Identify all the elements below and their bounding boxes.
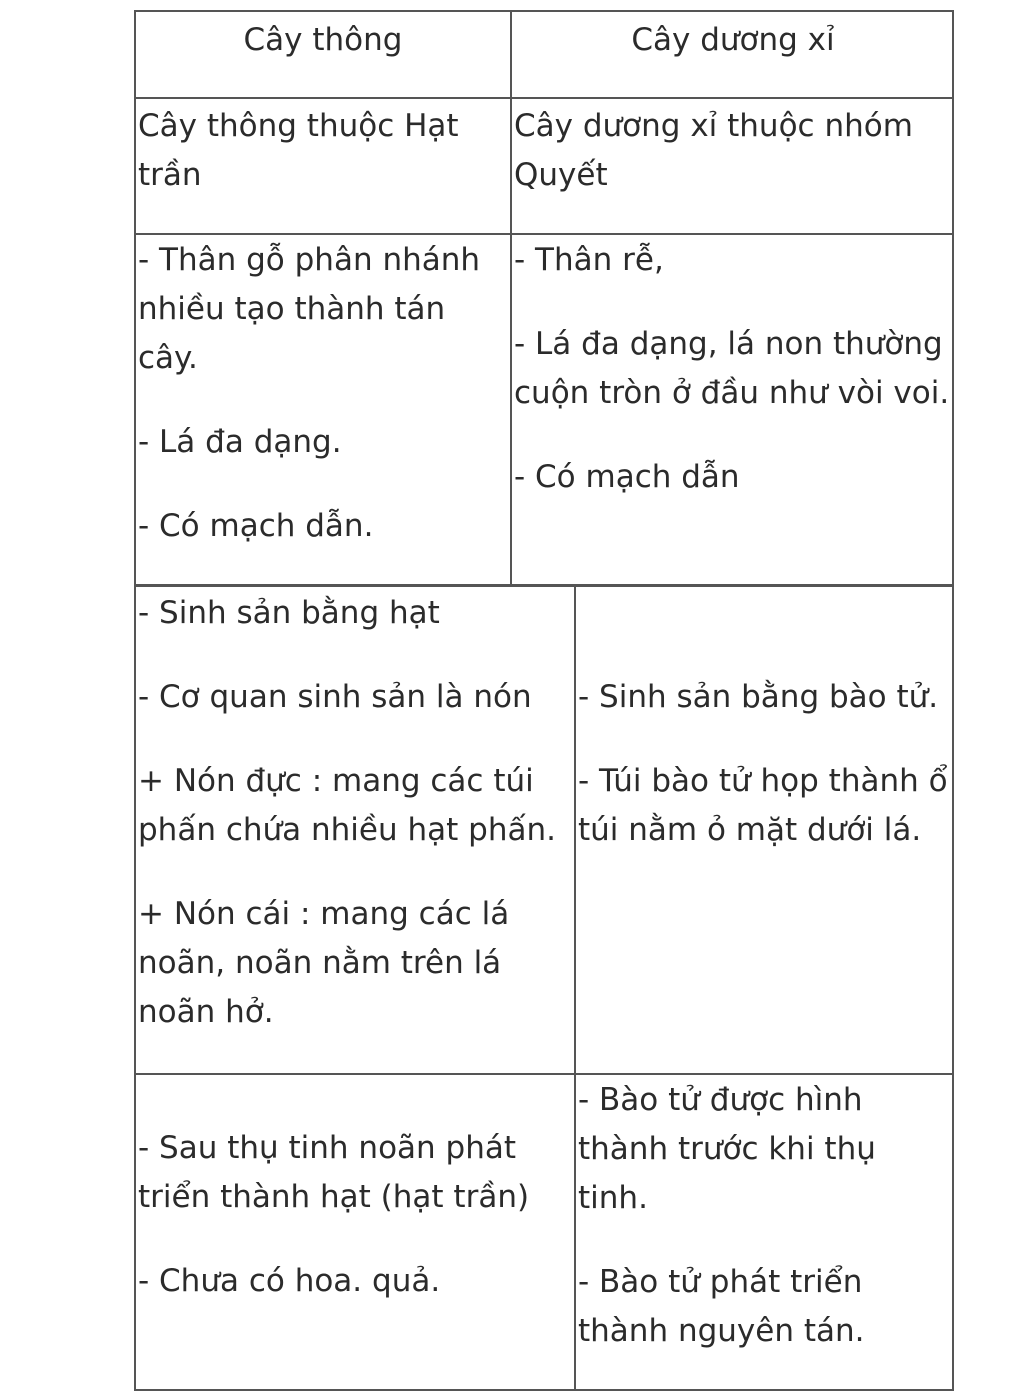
cell-text: Cây thông thuộc Hạt trần <box>138 108 459 193</box>
cell-text: - Túi bào tử họp thành ổ túi nằm ỏ mặt dưới lá. <box>578 763 948 848</box>
cell-text: Cây dương xỉ thuộc nhóm Quyết <box>514 108 913 193</box>
header-label: Cây dương xỉ <box>631 22 835 58</box>
header-cay-thong <box>136 16 510 96</box>
header-label: Cây thông <box>243 22 403 58</box>
row-divider <box>136 97 954 99</box>
cell-text: - Bào tử được hình thành trước khi thụ tinh. <box>578 1082 876 1216</box>
cell-text: - Sau thụ tinh noãn phát triển thành hạt (hạt trần) <box>138 1130 530 1215</box>
structure-cell-cay-thong <box>138 236 508 586</box>
cell-text: + Nón đực : mang các túi phấn chứa nhiều hạt phấn. <box>138 763 556 848</box>
group-cell-cay-duong-xi <box>514 102 950 230</box>
column-divider <box>574 587 576 1391</box>
cell-text: - Cơ quan sinh sản là nón <box>138 679 532 715</box>
row-divider <box>136 233 954 235</box>
development-cell-cay-thong <box>138 1124 572 1384</box>
row-divider <box>136 1073 954 1075</box>
cell-text: - Lá đa dạng, lá non thường cuộn tròn ở đầu như vòi voi. <box>514 326 950 411</box>
cell-text: - Thân gỗ phân nhánh nhiều tạo thành tán cây. <box>138 242 481 376</box>
cell-text: - Có mạch dẫn <box>514 459 740 495</box>
development-cell-cay-duong-xi <box>578 1076 952 1386</box>
reproduction-cell-cay-thong <box>138 589 572 1069</box>
cell-text: - Lá đa dạng. <box>138 424 342 460</box>
structure-cell-cay-duong-xi <box>514 236 952 586</box>
cell-text: - Sinh sản bằng hạt <box>138 595 440 631</box>
comparison-table-bottom <box>134 585 954 1391</box>
cell-text: - Bào tử phát triển thành nguyên tán. <box>578 1264 865 1349</box>
group-cell-cay-thong <box>138 102 506 230</box>
cell-text: - Sinh sản bằng bào tử. <box>578 679 939 715</box>
cell-text: - Có mạch dẫn. <box>138 508 374 544</box>
cell-text: - Chưa có hoa. quả. <box>138 1263 441 1299</box>
header-cay-duong-xi <box>512 16 954 96</box>
cell-text: + Nón cái : mang các lá noãn, noãn nằm trên lá noãn hở. <box>138 896 510 1030</box>
comparison-table-top <box>134 10 954 586</box>
reproduction-cell-cay-duong-xi <box>578 673 952 1069</box>
cell-text: - Thân rễ, <box>514 242 664 278</box>
